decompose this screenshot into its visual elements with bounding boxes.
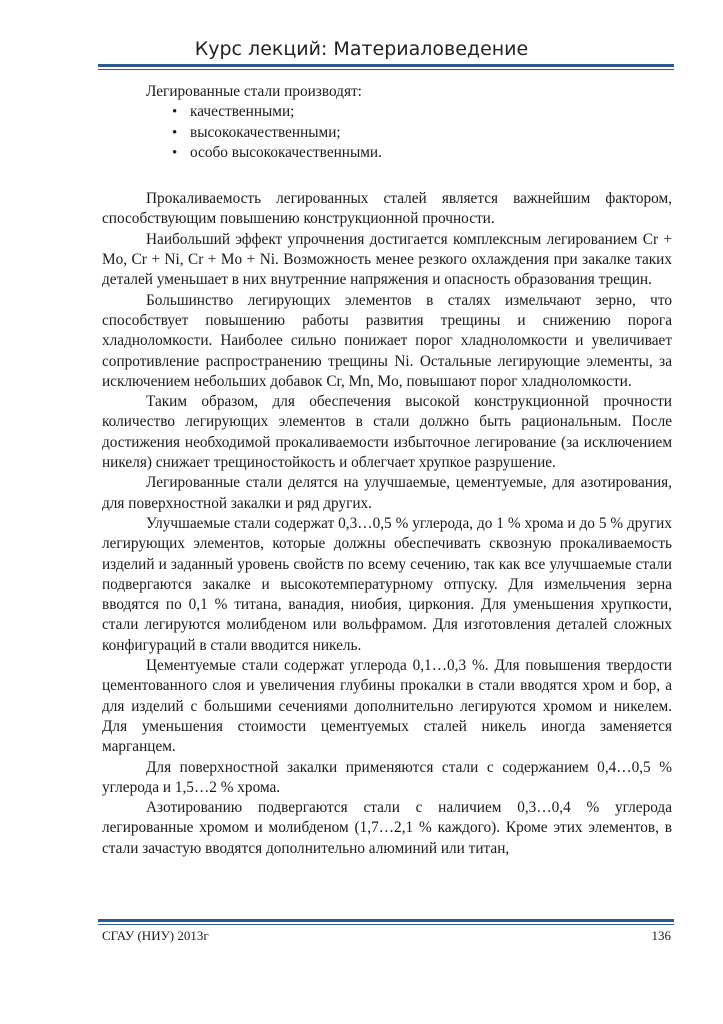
footer-divider <box>98 919 674 922</box>
paragraph: Для поверхностной закалки применяются стали с содержанием 0,4…0,5 % углерода и 1,5…2 % хрома. <box>102 758 672 796</box>
header-divider-thin <box>98 69 674 70</box>
bullet-list <box>102 102 672 163</box>
paragraph: Наибольший эффект упрочнения достигается комплексным легированием Cr + Mo, Cr + Ni, Cr + Mo + Ni. Возможность менее резкого охлаждения при закалке таких деталей уменьшает в них внутренние напряжения и опасность образования трещин. <box>102 230 672 289</box>
intro-line: Легированные стали производят: <box>146 83 362 100</box>
paragraph: Улучшаемые стали содержат 0,3…0,5 % углерода, до 1 % хрома и до 5 % других легирующих элементов, которые должны обеспечивать сквозную прокаливаемость изделий и заданный уровень свойств по всему сечению, так как все улучшаемые стали подвергаются закалке и высокотемпературному отпуску. Для измельчения зерна вводятся по 0,1 % титана, ванадия, ниобия, циркония. Для уменьшения хрупкости, стали легируются молибденом или вольфрамом. Для изготовления деталей сложных конфигураций в стали вводится никель. <box>102 514 672 654</box>
paragraph: Таким образом, для обеспечения высокой конструкционной прочности количество легирующих элементов в стали должно быть рациональным. После достижения необходимой прокаливаемости избыточное легирование (за исключением никеля) снижает трещиностойкость и облегчает хрупкое разрушение. <box>102 393 672 472</box>
paragraph: Прокаливаемость легированных сталей является важнейшим фактором, способствующим повышению конструкционной прочности. <box>102 190 672 228</box>
paragraph: Цементуемые стали содержат углерода 0,1…0,3 %. Для повышения твердости цементованного слоя и увеличения глубины прокалки в стали вводятся хром и бор, а для изделий с большими сечениями дополнительно легируются хромом и никелем. Для уменьшения стоимости цементуемых сталей никель иногда заменяется марганцем. <box>102 657 672 756</box>
footer-institution: СГАУ (НИУ) 2013г <box>102 928 209 943</box>
page-number: 136 <box>651 928 671 943</box>
page-body <box>102 82 672 859</box>
paragraph: Азотированию подвергаются стали с наличием 0,3…0,4 % углерода легированные хромом и молибденом (1,7…2,1 % каждого). Кроме этих элементов, в стали зачастую вводятся дополнительно алюминий или титан, <box>102 799 672 857</box>
paragraph: Большинство легирующих элементов в сталях измельчают зерно, что способствует повышению работы развития трещины и снижению порога хладноломкости. Наиболее сильно понижает порог хладноломкости и увеличивает сопротивление распространению трещины Ni. Остальные легирующие элементы, за исключением небольших добавок Cr, Mn, Mo, повышают порог хладноломкости. <box>102 291 672 390</box>
bullet-item: • качественными; <box>172 102 672 122</box>
bullet-item: • особо высококачественными. <box>172 143 672 163</box>
page-header-title: Курс лекций: Материаловедение <box>194 38 529 60</box>
footer-divider-thin <box>98 924 674 925</box>
header-divider <box>98 64 674 67</box>
paragraph: Легированные стали делятся на улучшаемые, цементуемые, для азотирования, для поверхностной закалки и ряд других. <box>102 474 672 512</box>
bullet-item: • высококачественными; <box>172 123 672 143</box>
